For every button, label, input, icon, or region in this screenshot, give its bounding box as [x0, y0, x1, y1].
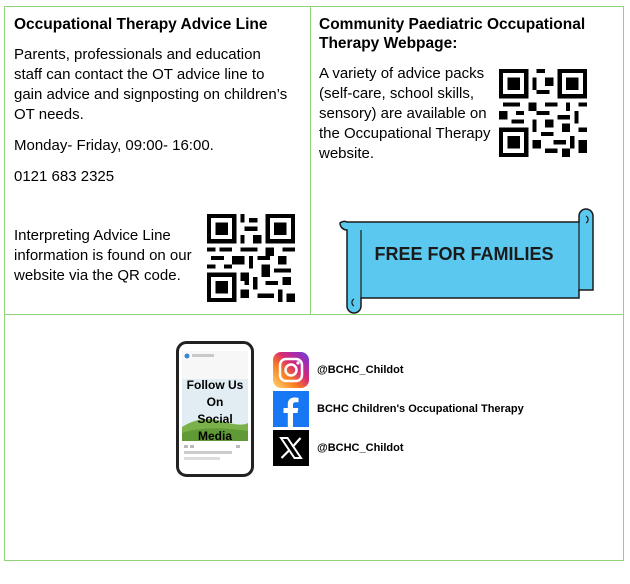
phone-text-line-2: On — [206, 395, 224, 409]
interpreting-text: Interpreting Advice Line information is found on our website via the QR code. — [14, 227, 192, 284]
webpage-title: Community Paediatric Occupational Therapy Webpage: — [319, 16, 586, 52]
webpage-body: A variety of advice packs (self-care, school skills, sensory) are available on the Occupational Therapy website. — [319, 65, 491, 162]
facebook-icon — [273, 391, 309, 427]
instagram-row[interactable] — [273, 352, 404, 388]
phone-text-line-1: Follow Us — [186, 378, 244, 392]
phone-text-line-4: Media — [197, 429, 232, 443]
info-grid — [4, 6, 624, 561]
facebook-page: BCHC Children's Occupational Therapy — [317, 403, 524, 415]
x-icon — [273, 430, 309, 466]
webpage-qr-code[interactable] — [499, 69, 587, 157]
interpreting-qr-code[interactable] — [207, 214, 295, 302]
advice-line-cell — [14, 15, 304, 187]
row-divider — [5, 314, 623, 315]
webpage-cell — [319, 15, 619, 53]
advice-line-body: Parents, professionals and education staff can contact the OT advice line to gain advice and signposting on children’s OT needs. — [14, 46, 288, 123]
x-handle: @BCHC_Childot — [317, 442, 404, 454]
column-divider — [310, 7, 311, 314]
advice-line-phone[interactable]: 0121 683 2325 — [14, 168, 115, 185]
advice-line-title: Occupational Therapy Advice Line — [14, 16, 268, 33]
advice-line-hours: Monday- Friday, 09:00- 16:00. — [14, 137, 214, 154]
free-for-families-banner — [335, 202, 595, 314]
instagram-handle: @BCHC_Childot — [317, 364, 404, 376]
phone-text-line-3: Social — [197, 412, 233, 426]
x-row[interactable] — [273, 430, 404, 466]
phone-graphic — [176, 341, 254, 477]
banner-label: FREE FOR FAMILIES — [374, 244, 554, 264]
facebook-row[interactable] — [273, 391, 524, 427]
instagram-icon — [273, 352, 309, 388]
